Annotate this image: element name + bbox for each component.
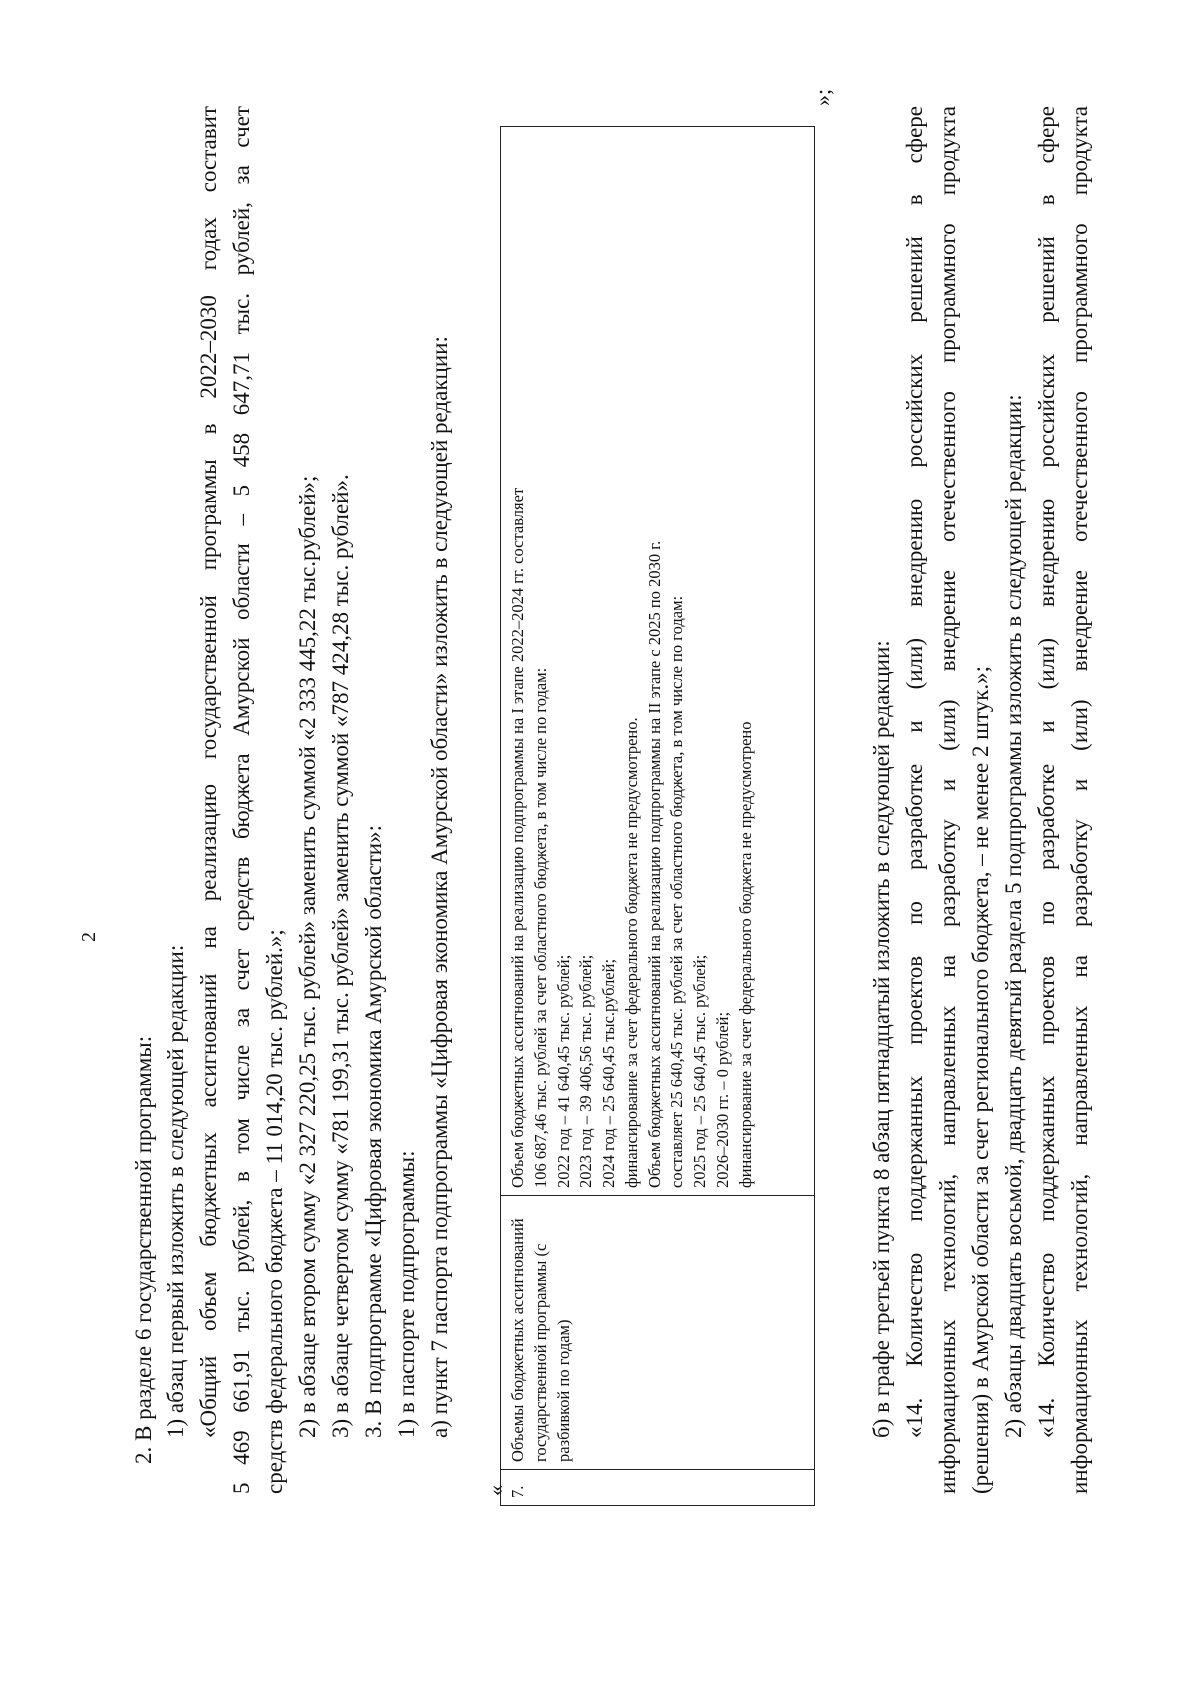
paragraph: (решения) в Амурской области за счет регионального бюджета, – не менее 2 штук.»; — [968, 665, 993, 1494]
paragraph: 1) в паспорте подпрограммы: — [394, 1150, 419, 1438]
paragraph: 2) в абзаце втором сумму «2 327 220,25 тыс. рублей» заменить суммой «2 333 445,22 тыс.рублей»; — [295, 475, 320, 1438]
paragraph: «14. Количество поддержанных проектов по разработке и (или) внедрению российских решений в сфере — [902, 106, 927, 1438]
value-line: финансирование за счет федерального бюджета не предусмотрено. — [621, 717, 641, 1188]
paragraph: «14. Количество поддержанных проектов по разработке и (или) внедрению российских решений в сфере — [1034, 106, 1059, 1438]
opening-quote: « — [483, 1485, 508, 1496]
section-heading: 3. В подпрограмме «Цифровая экономика Амурской области»: — [361, 825, 386, 1438]
paragraph: 5 469 661,91 тыс. рублей, в том числе за счет средств бюджета Амурской области – 5 458 647,71 тыс. рублей, за счет — [229, 106, 254, 1494]
closing-quote: »; — [810, 88, 835, 106]
paragraph: средств федерального бюджета – 11 014,20 тыс. рублей.»; — [262, 929, 287, 1494]
value-line: финансирование за счет федерального бюджета не предусмотрено — [735, 721, 755, 1188]
section-heading: 2. В разделе 6 государственной программы: — [131, 1035, 156, 1464]
table-row — [501, 127, 815, 1506]
value-line: 2024 год – 25 640,45 тыс.рублей; — [599, 958, 619, 1188]
paragraph: 3) в абзаце четвертом сумму «781 199,31 тыс. рублей» заменить суммой «787 424,28 тыс. рублей». — [328, 474, 353, 1438]
value-line: 2025 год – 25 640,45 тыс. рублей; — [690, 954, 710, 1188]
value-line: Объем бюджетных ассигнований на реализацию подпрограммы на II этапе с 2025 по 2030 г. — [644, 540, 664, 1188]
paragraph: 2) абзацы двадцать восьмой, двадцать девятый раздела 5 подпрограммы изложить в следующей редакции: — [1001, 394, 1026, 1438]
paragraph: информационных технологий, направленных на разработку и (или) внедрение отечественного программного продукта — [935, 106, 960, 1494]
value-line: 2022 год – 41 640,45 тыс. рублей; — [553, 954, 573, 1188]
paragraph: 1) абзац первый изложить в следующей редакции: — [163, 944, 188, 1438]
value-line: составляет 25 640,45 тыс. рублей за счет областного бюджета, в том числе по годам: — [667, 595, 687, 1188]
value-line: 2026–2030 гг. – 0 рублей; — [712, 1011, 732, 1188]
page-number: 2 — [78, 932, 100, 942]
paragraph: а) пункт 7 паспорта подпрограммы «Цифровая экономика Амурской области» изложить в следующей редакции: — [427, 336, 452, 1438]
label-line: Объемы бюджетных ассигнований — [508, 1218, 527, 1462]
label-line: разбивкой по годам) — [553, 1319, 573, 1462]
paragraph: информационных технологий, направленных на разработку и (или) внедрение отечественного программного продукта — [1067, 106, 1092, 1494]
paragraph: «Общий объем бюджетных ассигнований на реализацию государственной программы в 2022–2030 годах составит — [196, 106, 221, 1438]
table-cell-number: 7. — [501, 1470, 815, 1506]
label-line: государственной программы (с — [530, 1243, 550, 1462]
value-line: 2023 год – 39 406,56 тыс. рублей; — [576, 954, 596, 1188]
value-line: Объем бюджетных ассигнований на реализацию подпрограммы на I этапе 2022–2024 гг. составляет — [508, 487, 527, 1188]
table-cell-label — [501, 1196, 815, 1470]
paragraph: б) в графе третьей пункта 8 абзац пятнадцатый изложить в следующей редакции: — [869, 640, 894, 1438]
value-line: 106 687,46 тыс. рублей за счет областного бюджета, в том числе по годам: — [530, 667, 550, 1188]
passport-table — [500, 126, 815, 1506]
table-cell-value — [501, 127, 815, 1196]
